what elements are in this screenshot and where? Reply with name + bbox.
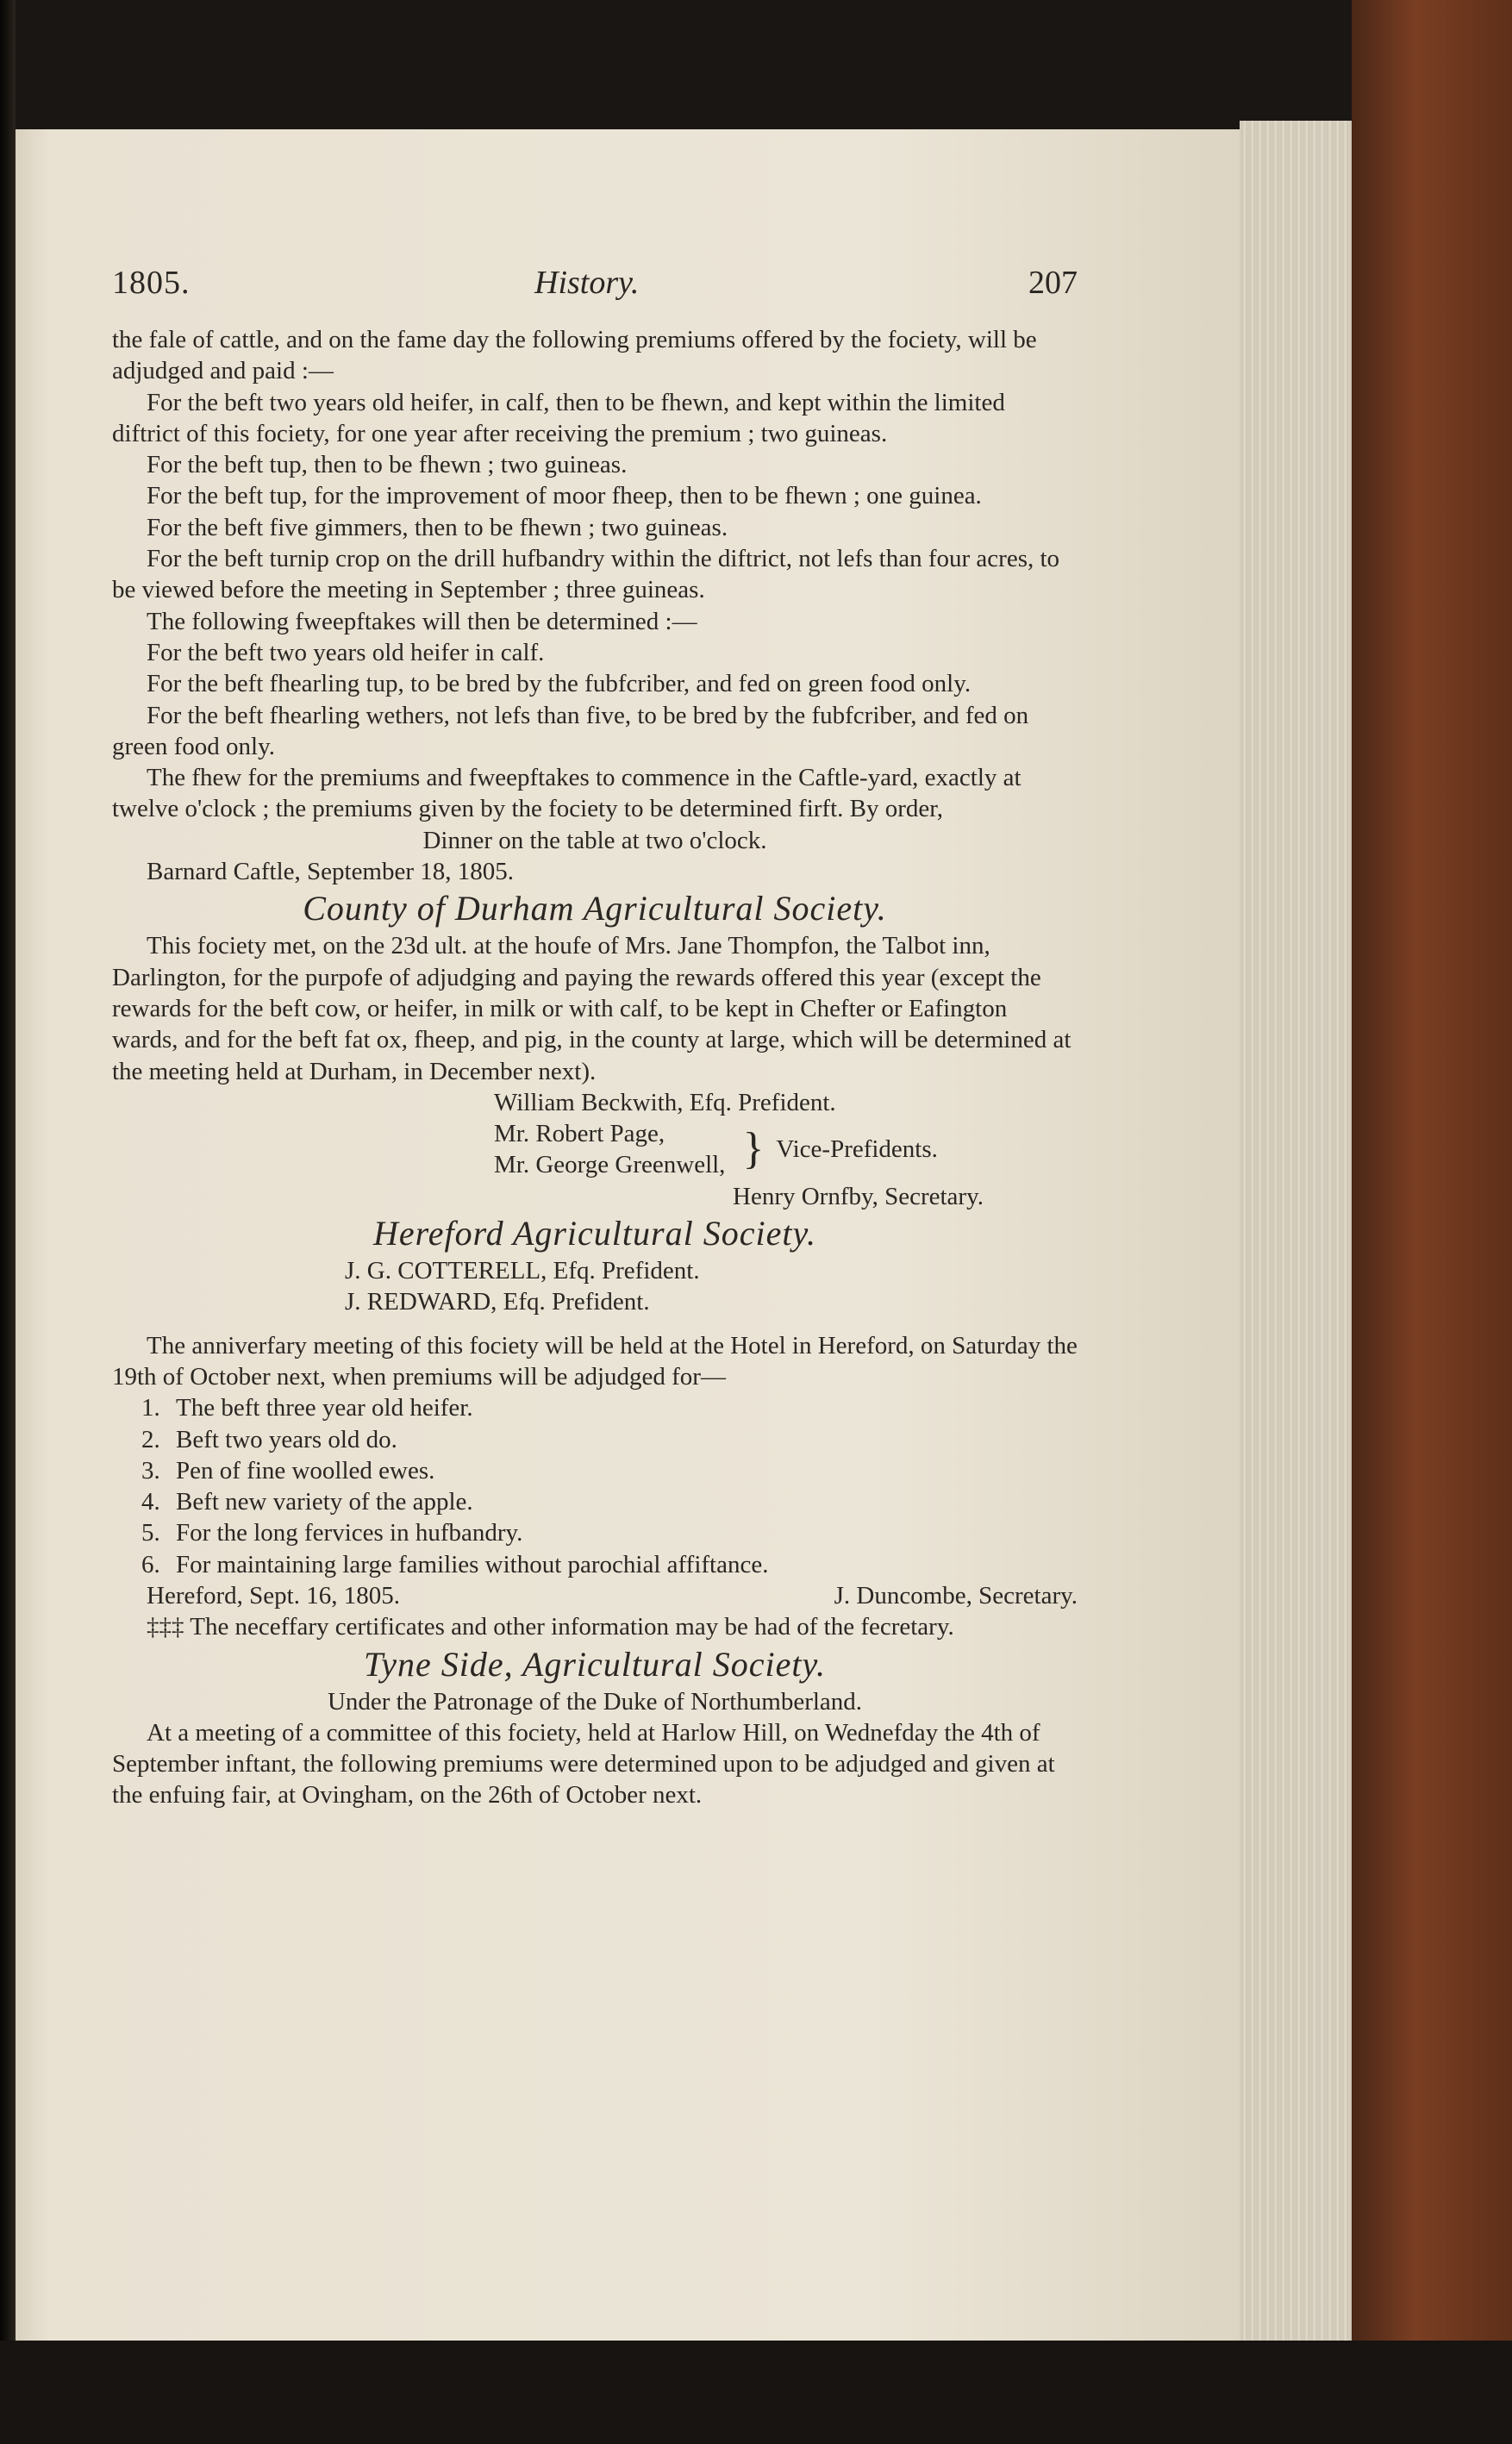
hereford-dateline [112, 1580, 1078, 1611]
list-item [141, 1517, 1078, 1548]
list-number: 3. [141, 1456, 160, 1485]
paragraph: For the beft two years old heifer in calf. [147, 638, 545, 666]
dinner-note: Dinner on the table at two o'clock. [422, 826, 767, 854]
paragraph: The anniverfary meeting of this fociety will be held at the Hotel in Hereford, on Saturday the 19th of October next, when premiums will be adjudged for— [112, 1331, 1078, 1391]
list-text: Pen of fine woolled ewes. [176, 1456, 435, 1485]
paragraph: At a meeting of a committee of this fociety, held at Harlow Hill, on Wednefday the 4th of September inftant, the following premiums were determined upon to be adjudged and given at the enfuing fair, at Ovingham, on the 26th of October next. [112, 1718, 1055, 1810]
list-item [141, 1549, 1078, 1580]
page-edges [1240, 121, 1352, 2345]
vice-president-name: Mr. Robert Page, [494, 1120, 665, 1148]
list-item [141, 1486, 1078, 1517]
section-heading-durham: County of Durham Agricultural Society. [303, 889, 887, 928]
paragraph: For the beft five gimmers, then to be fhewn ; two guineas. [147, 513, 728, 541]
dateline-place: Hereford, Sept. 16, 1805. [147, 1581, 400, 1610]
page-text [112, 267, 1078, 1811]
list-number: 1. [141, 1394, 160, 1422]
leather-cover [1352, 0, 1512, 2444]
vice-presidents [494, 1118, 1078, 1181]
vice-presidents-label: Vice-Prefidents. [776, 1135, 938, 1164]
list-text: Beft two years old do. [176, 1425, 397, 1453]
president: William Beckwith, Efq. Prefident. [494, 1088, 836, 1116]
president: J. G. COTTERELL, Efq. Prefident. [345, 1257, 700, 1285]
brace-icon: } [742, 1124, 765, 1174]
patronage-line: Under the Patronage of the Duke of Northumberland. [327, 1687, 863, 1716]
running-head-title: History. [534, 265, 640, 301]
list-text: The beft three year old heifer. [176, 1394, 473, 1422]
paragraph: For the beft tup, then to be fhewn ; two guineas. [147, 451, 628, 479]
paragraph: For the beft turnip crop on the drill hufbandry within the diftrict, not lefs than four acres, to be viewed before the meeting in September ; three guineas. [112, 545, 1060, 604]
paragraph: This fociety met, on the 23d ult. at the houfe of Mrs. Jane Thompfon, the Talbot inn, Darlington, for the purpofe of adjudging and paying the rewards offered this year (except the rewards for the beft cow, or heifer, in milk or with calf, to be kept in Chefter or Eafington wards, and for the beft fat ox, fheep, and pig, in the county at large, which will be determined at the meeting held at Durham, in December next). [112, 932, 1072, 1085]
paragraph: The following fweepftakes will then be determined :— [147, 607, 697, 635]
paragraph: the fale of cattle, and on the fame day the following premiums offered by the fociety, will be adjudged and paid :— [112, 326, 1037, 385]
background-bottom [0, 2341, 1512, 2444]
president: J. REDWARD, Efq. Prefident. [345, 1288, 650, 1316]
dateline-signature: J. Duncombe, Secretary. [834, 1581, 1078, 1610]
paragraph: The fhew for the premiums and fweepftakes to commence in the Caftle-yard, exactly at twelve o'clock ; the premiums given by the fociety to be determined firft. By order, [112, 764, 1022, 823]
book-gutter [0, 0, 16, 2444]
list-text: For maintaining large families without parochial affiftance. [176, 1550, 769, 1578]
page-number: 207 [1028, 265, 1078, 301]
list-text: Beft new variety of the apple. [176, 1488, 473, 1516]
list-item [141, 1455, 1078, 1486]
running-head-year: 1805. [112, 265, 191, 301]
list-number: 4. [141, 1488, 160, 1516]
paragraph: For the beft two years old heifer, in calf, then to be fhewn, and kept within the limited diftrict of this fociety, for one year after receiving the premium ; two guineas. [112, 388, 1005, 447]
vice-president-name: Mr. George Greenwell, [494, 1151, 726, 1179]
running-head [112, 267, 1078, 319]
list-number: 2. [141, 1425, 160, 1453]
paragraph: For the beft fhearling tup, to be bred by the fubfcriber, and fed on green food only. [147, 670, 972, 698]
paragraph: For the beft fhearling wethers, not lefs than five, to be bred by the fubfcriber, and fed on green food only. [112, 701, 1029, 760]
paragraph: ‡‡‡ The neceffary certificates and other information may be had of the fecretary. [147, 1613, 954, 1641]
dateline: Barnard Caftle, September 18, 1805. [147, 858, 515, 886]
list-item [141, 1424, 1078, 1455]
section-heading-tyne: Tyne Side, Agricultural Society. [364, 1644, 826, 1684]
list-number: 5. [141, 1519, 160, 1547]
paragraph: For the beft tup, for the improvement of moor fheep, then to be fhewn ; one guinea. [147, 482, 982, 510]
list-text: For the long fervices in hufbandry. [176, 1519, 523, 1547]
section-heading-hereford: Hereford Agricultural Society. [372, 1214, 816, 1253]
background-top [16, 0, 1352, 129]
list-item [141, 1392, 1078, 1423]
secretary: Henry Ornfby, Secretary. [733, 1182, 984, 1210]
list-number: 6. [141, 1550, 160, 1578]
premium-list [112, 1392, 1078, 1580]
